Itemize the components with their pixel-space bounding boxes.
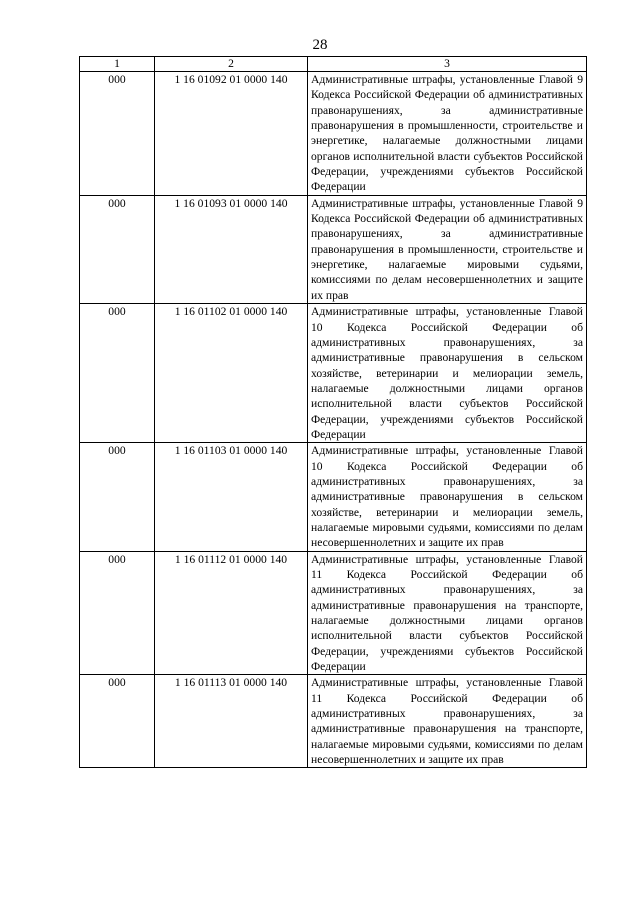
budget-codes-table [79, 56, 587, 768]
kbk-code-cell: 1 16 01103 01 0000 140 [155, 443, 308, 551]
table-header-row [80, 57, 587, 72]
kbk-code-cell: 1 16 01102 01 0000 140 [155, 304, 308, 443]
admin-code-cell: 000 [80, 195, 155, 303]
kbk-code-cell: 1 16 01112 01 0000 140 [155, 551, 308, 675]
description-cell: Административные штрафы, установленные Главой 11 Кодекса Российской Федерации об административных правонарушениях, за административные правонарушения на транспорте, налагаемые мировыми судьями, комиссиями по делам несовершеннолетних и защите их прав [308, 675, 587, 768]
table-row [80, 675, 587, 768]
kbk-code-cell: 1 16 01093 01 0000 140 [155, 195, 308, 303]
table-row [80, 304, 587, 443]
table-row [80, 551, 587, 675]
table-row [80, 72, 587, 196]
column-header-2: 2 [155, 57, 308, 72]
admin-code-cell: 000 [80, 72, 155, 196]
table-row [80, 443, 587, 551]
kbk-code-cell: 1 16 01092 01 0000 140 [155, 72, 308, 196]
description-cell: Административные штрафы, установленные Главой 10 Кодекса Российской Федерации об административных правонарушениях, за административные правонарушения в сельском хозяйстве, ветеринарии и мелиорации земель, налагаемые должностными лицами органов исполнительной власти субъектов Российской Федерации, учреждениями субъектов Российской Федерации [308, 304, 587, 443]
column-header-1: 1 [80, 57, 155, 72]
page-number: 28 [312, 37, 328, 53]
description-cell: Административные штрафы, установленные Главой 10 Кодекса Российской Федерации об административных правонарушениях, за административные правонарушения в сельском хозяйстве, ветеринарии и мелиорации земель, налагаемые мировыми судьями, комиссиями по делам несовершеннолетних и защите их прав [308, 443, 587, 551]
admin-code-cell: 000 [80, 304, 155, 443]
description-cell: Административные штрафы, установленные Главой 9 Кодекса Российской Федерации об административных правонарушениях, за административные правонарушения в промышленности, строительстве и энергетике, налагаемые должностными лицами органов исполнительной власти субъектов Российской Федерации, учреждениями субъектов Российской Федерации [308, 72, 587, 196]
description-cell: Административные штрафы, установленные Главой 11 Кодекса Российской Федерации об административных правонарушениях, за административные правонарушения на транспорте, налагаемые должностными лицами органов исполнительной власти субъектов Российской Федерации, учреждениями субъектов Российской Федерации [308, 551, 587, 675]
admin-code-cell: 000 [80, 443, 155, 551]
admin-code-cell: 000 [80, 551, 155, 675]
admin-code-cell: 000 [80, 675, 155, 768]
column-header-3: 3 [308, 57, 587, 72]
table-row [80, 195, 587, 303]
description-cell: Административные штрафы, установленные Главой 9 Кодекса Российской Федерации об административных правонарушениях, за административные правонарушения в промышленности, строительстве и энергетике, налагаемые мировыми судьями, комиссиями по делам несовершеннолетних и защите их прав [308, 195, 587, 303]
kbk-code-cell: 1 16 01113 01 0000 140 [155, 675, 308, 768]
